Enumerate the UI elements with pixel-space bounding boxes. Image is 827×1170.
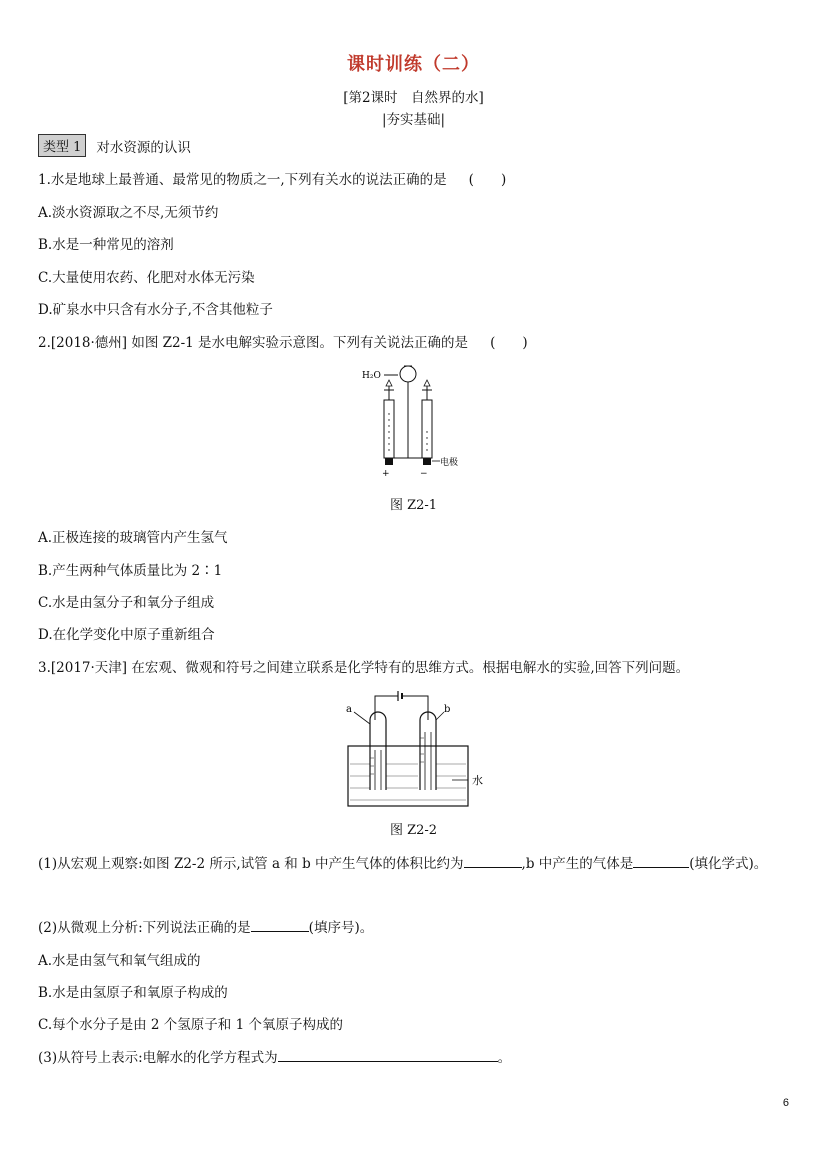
option-c: C.水是由氢分子和氧分子组成 [38,595,215,611]
part-2-text-a: (2)从微观上分析:下列说法正确的是 [38,920,251,936]
minus-terminal-label: − [420,469,428,479]
question-1-stem [38,168,506,188]
answer-paren: ( ) [468,172,507,188]
option-a: A.淡水资源取之不尽,无须节约 [38,205,219,221]
h2o-label: H₂O [362,371,381,381]
answer-blank[interactable] [278,1047,498,1062]
tube-b-label: b [444,704,451,715]
page-title: 课时训练（二） [347,54,480,75]
answer-blank[interactable] [464,853,522,868]
question-2-stem [38,331,528,351]
question-3-part-3 [38,1046,511,1066]
type-title: 对水资源的认识 [96,139,191,156]
plus-terminal-label: + [382,469,390,479]
part-3-text-b: 。 [497,1050,512,1066]
page-number: 6 [782,1097,789,1109]
question-3-stem: 3.[2017·天津] 在宏观、微观和符号之间建立联系是化学特有的思维方式。根据电解水的实验,回答下列问题。 [38,660,690,676]
section-heading: |夯实基础| [381,112,446,128]
part-2-text-b: (填序号)。 [308,920,374,936]
question-2-text: 2.[2018·德州] 如图 Z2-1 是水电解实验示意图。下列有关说法正确的是 [38,335,469,351]
part-1-text-a: (1)从宏观上观察:如图 Z2-2 所示,试管 a 和 b 中产生气体的体积比约为 [38,856,464,872]
type-tag: 类型 1 [38,134,86,157]
question-3-part-2 [38,916,373,936]
lesson-subtitle: [第2课时 自然界的水] [343,90,484,106]
option-d: D.在化学变化中原子重新组合 [38,627,215,643]
option-b: B.水是由氢原子和氧原子构成的 [38,985,228,1001]
answer-blank[interactable] [633,853,689,868]
part-1-text-b: ,b 中产生的气体是 [521,856,634,872]
option-c: C.大量使用农药、化肥对水体无污染 [38,270,255,286]
option-c: C.每个水分子是由 2 个氢原子和 1 个氧原子构成的 [38,1017,343,1033]
option-b: B.产生两种气体质量比为 2∶1 [38,563,223,579]
answer-blank[interactable] [251,917,309,932]
part-1-text-c: (填化学式)。 [689,856,768,872]
option-a: A.正极连接的玻璃管内产生氢气 [38,530,228,546]
water-label: 水 [472,774,483,787]
question-1-text: 1.水是地球上最普通、最常见的物质之一,下列有关水的说法正确的是 [38,172,447,188]
option-a: A.水是由氢气和氧气组成的 [38,953,201,969]
figure-caption: 图 Z2-1 [389,498,438,513]
type-heading [38,134,191,157]
option-d: D.矿泉水中只含有水分子,不含其他粒子 [38,302,273,318]
tube-a-label: a [346,704,352,715]
option-b: B.水是一种常见的溶剂 [38,237,174,253]
figure-caption: 图 Z2-2 [389,823,438,838]
part-3-text-a: (3)从符号上表示:电解水的化学方程式为 [38,1050,278,1066]
hofmann-apparatus-figure [360,362,470,480]
answer-paren: ( ) [490,335,528,351]
electrolysis-figure [340,690,490,812]
electrode-label: 电极 [440,458,459,468]
question-3-part-1 [38,852,767,872]
